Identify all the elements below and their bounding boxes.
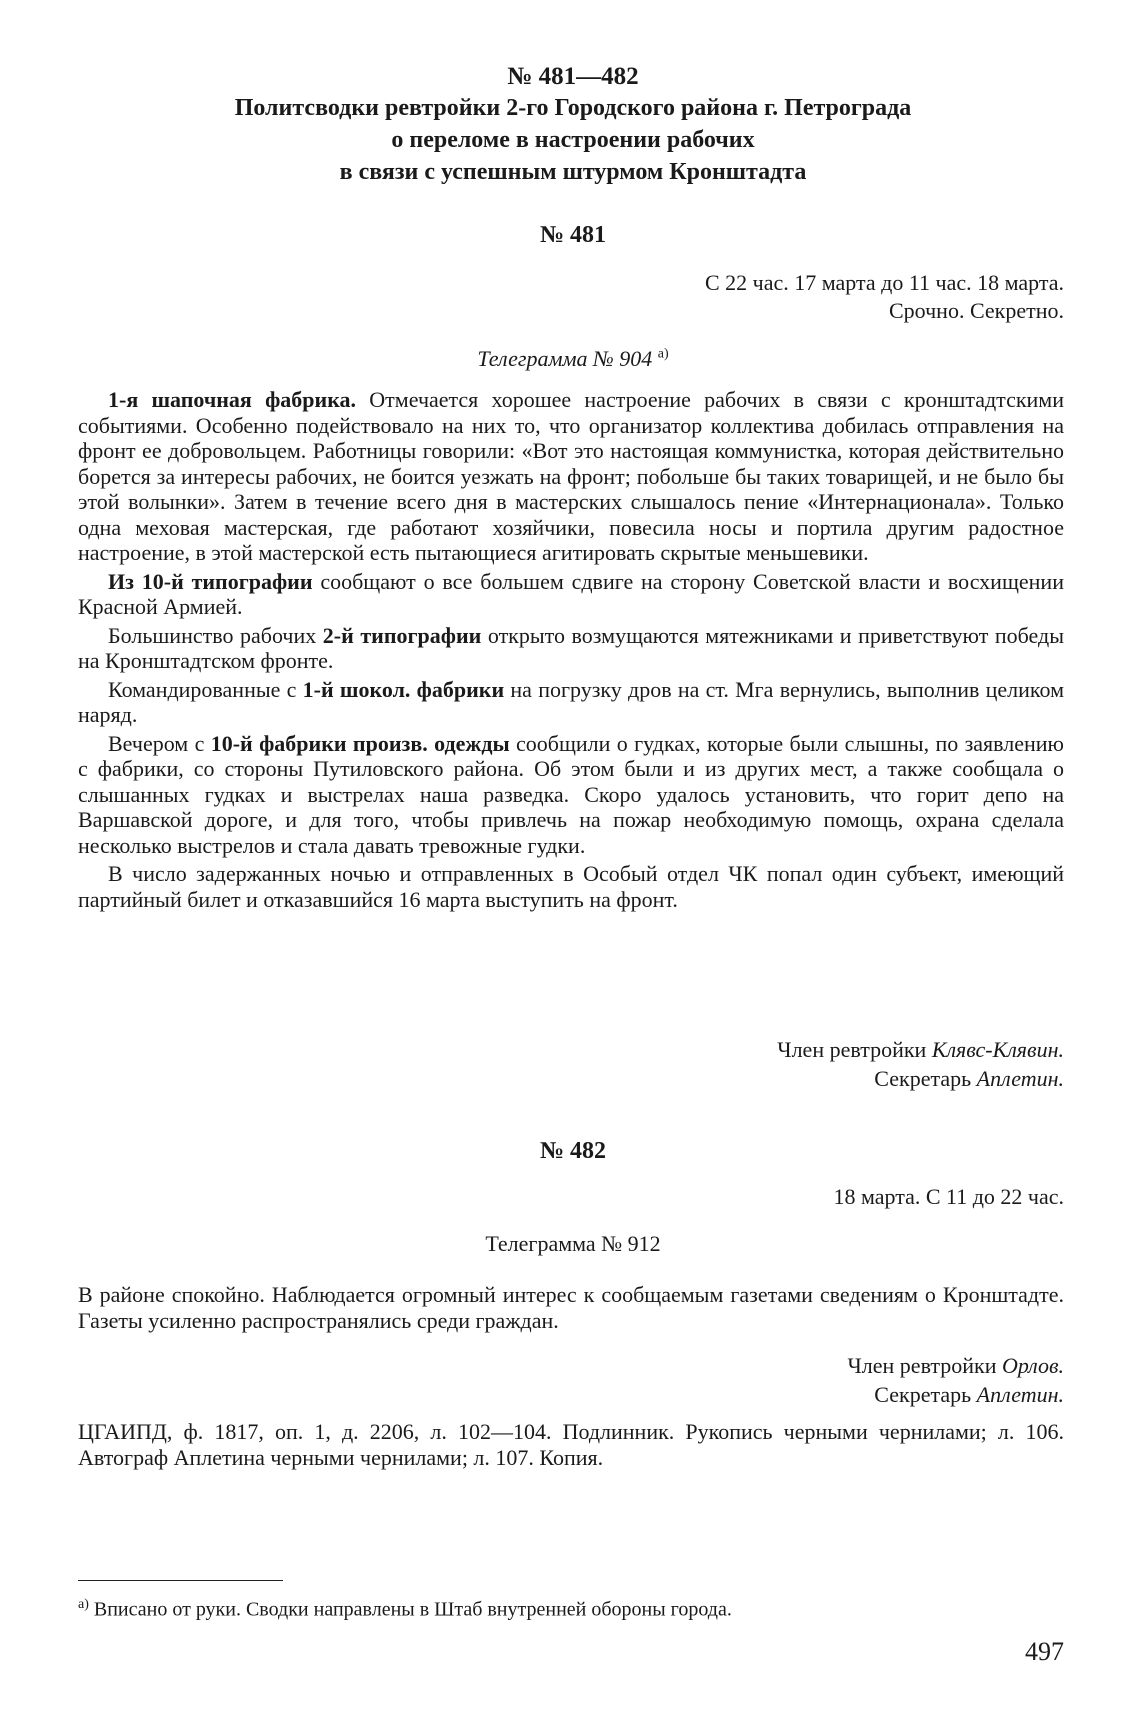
footnote-ref-a: а) (657, 346, 669, 362)
footnote-text: Вписано от руки. Сводки направлены в Штаб внутренней обороны города. (88, 1598, 732, 1621)
doc-481-telegram-label: Телеграмма № 904 (477, 346, 653, 371)
doc-481-marks: Срочно. Секретно. (889, 298, 1064, 323)
doc-482-telegram: Телеграмма № 912 (485, 1231, 661, 1256)
header-number: № 481—482 (507, 63, 639, 90)
doc-481-signatures (777, 1035, 1064, 1093)
paragraph (78, 569, 1064, 620)
doc-481-body (78, 387, 1064, 915)
header-title-line-3: в связи с успешным штурмом Кронштадта (339, 159, 807, 185)
footnote (78, 1592, 1064, 1623)
signature-name: Аплетин. (976, 1382, 1064, 1407)
header-title-line-1: Политсводки ревтройки 2-го Городского района г. Петрограда (234, 95, 912, 121)
doc-482-signatures (847, 1351, 1064, 1409)
paragraph-text: сообщили о гудках, которые были слышны, по заявлению с фабрики, со стороны Путиловского района. Об этом были и из других мест, а также сообщала о слышанных гудках и выстрелах наша разведка. Скоро удалось установить, что горит депо на Варшавской дороге, и для того, чтобы привлечь на пожар необходимую помощь, охрана сделала несколько выстрелов и стала давать тревожные гудки. (78, 730, 1064, 858)
doc-482-time: 18 марта. С 11 до 22 час. (833, 1184, 1064, 1209)
footnote-mark: а) (78, 1597, 89, 1612)
signature-line: Секретарь Аплетин. (874, 1382, 1064, 1407)
signature-line: Член ревтройки Клявс-Клявин. (777, 1037, 1064, 1062)
paragraph-bold: 1-й шокол. фабрики (302, 676, 505, 702)
signature-name: Клявс-Клявин. (931, 1037, 1064, 1062)
signature-name: Аплетин. (976, 1066, 1064, 1091)
paragraph-bold: 2-й типографии (322, 622, 482, 648)
paragraph: В число задержанных ночью и отправленных в Особый отдел ЧК попал один субъект, имеющий партийный билет и отказавшийся 16 марта выступить на фронт. (78, 861, 1064, 912)
paragraph-text: открыто возмущаются мятежниками и приветствуют победы на Кронштадтском фронте. (78, 622, 1064, 673)
doc-482-body (78, 1282, 1064, 1336)
doc-481-dateline (705, 269, 1064, 325)
doc-481-number: № 481 (539, 222, 607, 248)
doc-482-number: № 482 (539, 1138, 607, 1164)
paragraph-text: на погрузку дров на ст. Мга вернулись, выполнив целиком наряд. (78, 676, 1064, 727)
paragraph: В районе спокойно. Наблюдается огромный интерес к сообщаемым газетами сведениям о Кронштадте. Газеты усиленно распространялись среди граждан. (78, 1282, 1064, 1333)
header-title-line-2: о переломе в настроении рабочих (391, 127, 755, 153)
paragraph: Командированные с 1-й шокол. фабрики на погрузку дров на ст. Мга вернулись, выполнив целиком наряд. (78, 676, 1064, 727)
signature-line: Секретарь Аплетин. (874, 1066, 1064, 1091)
archival-source: ЦГАИПД, ф. 1817, оп. 1, д. 2206, л. 102—104. Подлинник. Рукопись черными чернилами; л. 106. Автограф Аплетина черными чернилами; л. 107. Копия. (78, 1419, 1064, 1470)
footnote-divider (78, 1580, 283, 1581)
document-header (0, 62, 1146, 188)
signature-name: Орлов. (1002, 1353, 1064, 1378)
doc-481-telegram (0, 346, 1146, 372)
paragraph-bold: 1-я шапочная фабрика. (108, 387, 357, 412)
signature-line: Член ревтройки Орлов. (847, 1353, 1064, 1378)
doc-481-time: С 22 час. 17 марта до 11 час. 18 марта. (704, 270, 1064, 295)
paragraph-text: Отмечается хорошее настроение рабочих в связи с кронштадтскими событиями. Особенно подействовало на них то, что организатор коллектива добилась отправления на фронт ее добровольцем. Работницы говорили: «Вот это настоящая коммунистка, которая действительно борется за интересы рабочих, не боится уезжать на фронт; побольше бы таких товарищей, и не было бы этой волынки». Затем в течение всего дня в мастерских слышалось пение «Интернационала». Только одна меховая мастерская, где работают хозяйчики, повесила носы и портила другим радостное настроение, в этой мастерской есть пытающиеся агитировать скрытые меньшевики. (78, 387, 1064, 565)
paragraph-text: сообщают о все большем сдвиге на сторону Советской власти и восхищении Красной Армией. (78, 568, 1064, 619)
paragraph-bold: Из 10-й типографии (108, 568, 313, 594)
paragraph-bold: 10-й фабрики произв. одежды (210, 730, 510, 756)
paragraph: Большинство рабочих 2-й типографии открыто возмущаются мятежниками и приветствуют победы на Кронштадтском фронте. (78, 622, 1064, 673)
paragraph: Вечером с 10-й фабрики произв. одежды сообщили о гудках, которые были слышны, по заявлению с фабрики, со стороны Путиловского района. Об этом были и из других мест, а также сообщала о слышанных гудках и выстрелах наша разведка. Скоро удалось установить, что горит депо на Варшавской дороге, и для того, чтобы привлечь на пожар необходимую помощь, охрана сделала несколько выстрелов и стала давать тревожные гудки. (78, 730, 1064, 858)
paragraph (78, 387, 1064, 566)
page-number: 497 (1025, 1637, 1064, 1666)
